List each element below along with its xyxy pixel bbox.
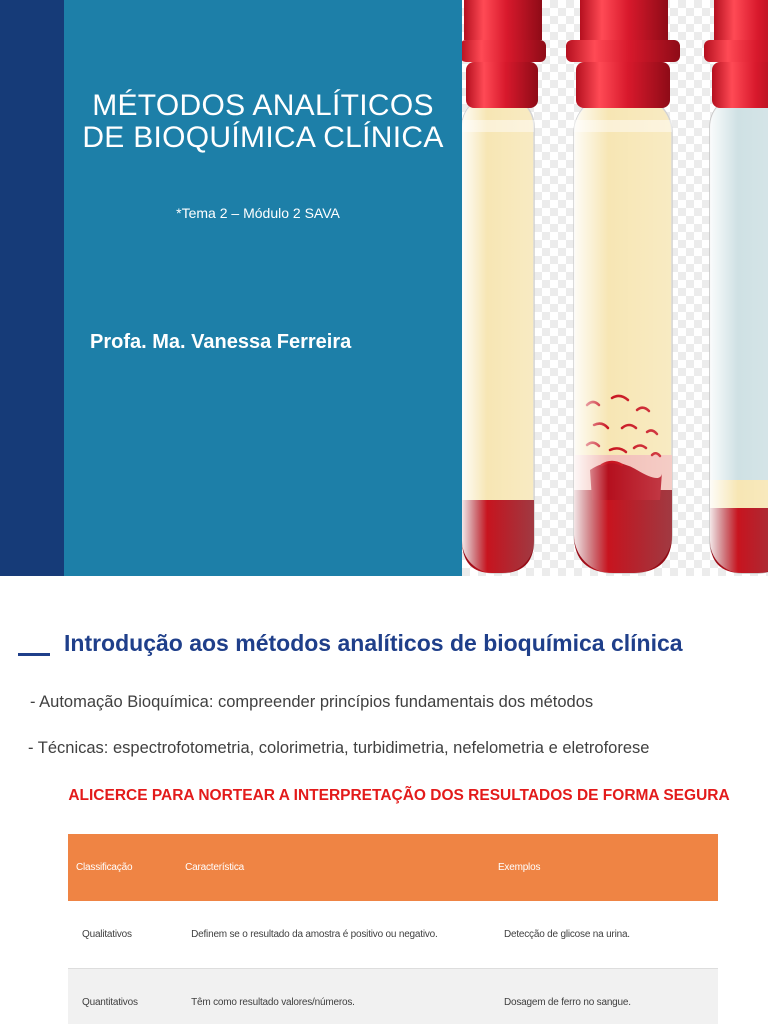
table-row bbox=[68, 969, 718, 1024]
tube-2 bbox=[566, 0, 680, 573]
methods-classification-table bbox=[68, 834, 718, 1024]
header-characteristic: Característica bbox=[177, 834, 490, 901]
cell-characteristic: Têm como resultado valores/números. bbox=[177, 969, 490, 1024]
alert-statement: ALICERCE PARA NORTEAR A INTERPRETAÇÃO DOS RESULTADOS DE FORMA SEGURA bbox=[68, 787, 730, 804]
title-panel bbox=[64, 0, 462, 576]
slide-title-line-1: MÉTODOS ANALÍTICOS bbox=[92, 89, 434, 122]
slide-author: Profa. Ma. Vanessa Ferreira bbox=[90, 331, 352, 353]
bullet-automation: - Automação Bioquímica: compreender princípios fundamentais dos métodos bbox=[30, 693, 594, 711]
slide-heading: Introdução aos métodos analíticos de bioquímica clínica bbox=[64, 630, 683, 656]
slide-title-line-2: DE BIOQUÍMICA CLÍNICA bbox=[82, 121, 444, 154]
slide-subtitle: *Tema 2 – Módulo 2 SAVA bbox=[176, 205, 340, 221]
bullet-techniques: - Técnicas: espectrofotometria, colorimetria, turbidimetria, nefelometria e eletroforese bbox=[28, 739, 650, 757]
tube-1 bbox=[462, 0, 546, 573]
header-classification: Classificação bbox=[68, 834, 177, 901]
heading-accent-dash bbox=[18, 653, 50, 656]
header-examples: Exemplos bbox=[490, 834, 718, 901]
cell-classification: Quantitativos bbox=[68, 969, 177, 1024]
content-slide bbox=[0, 598, 768, 1024]
blood-sample-tubes-icon bbox=[462, 0, 768, 576]
cell-characteristic: Definem se o resultado da amostra é positivo ou negativo. bbox=[177, 901, 490, 969]
cell-classification: Qualitativos bbox=[68, 901, 177, 969]
left-accent-bar bbox=[0, 0, 64, 576]
table-header-row bbox=[68, 834, 718, 901]
tubes-illustration bbox=[462, 0, 768, 576]
cell-example: Detecção de glicose na urina. bbox=[490, 901, 718, 969]
table-row bbox=[68, 901, 718, 969]
cell-example: Dosagem de ferro no sangue. bbox=[490, 969, 718, 1024]
tube-3 bbox=[704, 0, 768, 573]
slide-title bbox=[64, 90, 462, 154]
